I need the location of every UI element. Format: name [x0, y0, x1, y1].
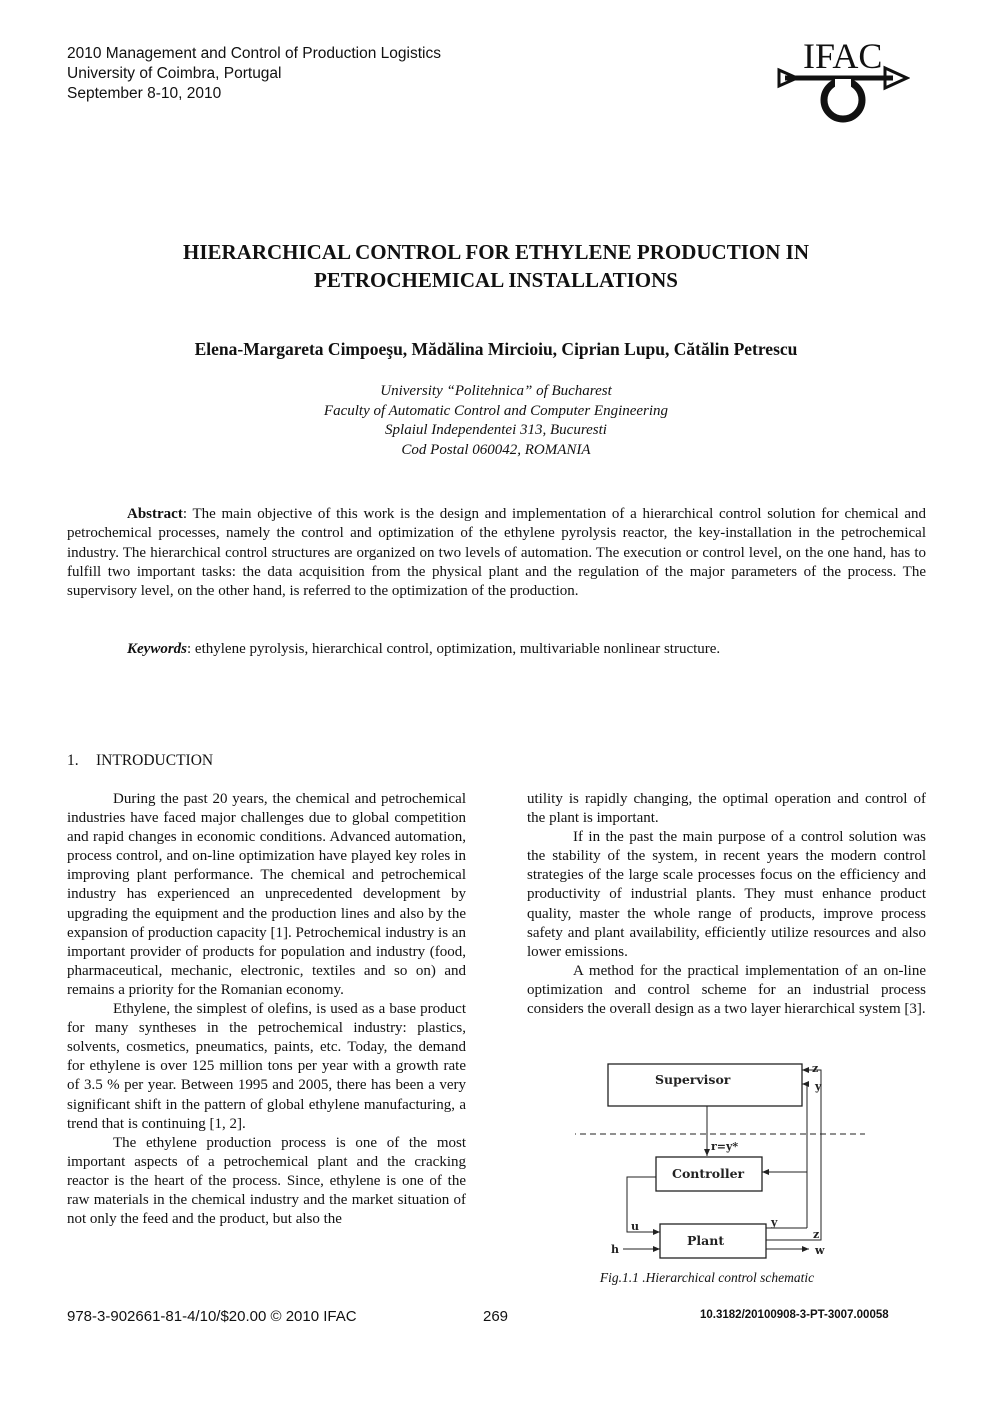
section-number: 1. — [67, 752, 79, 769]
signal-w: w — [815, 1244, 825, 1257]
conference-line: University of Coimbra, Portugal — [67, 65, 282, 82]
keywords — [67, 640, 926, 659]
figure-caption: Fig.1.1 .Hierarchical control schematic — [599, 1270, 815, 1285]
paragraph: A method for the practical implementation of an on-line optimization and control scheme for an industrial process considers the overall design as a two layer hierarchical system [3]. — [527, 962, 926, 1018]
abstract — [67, 505, 926, 601]
abstract-text: : The main objective of this work is the design and implementation of a hierarchical control solution for chemical and petrochemical processes, namely the control and optimization of the ethylene pyrolysis reactor, the key-installation in the petrochemical industry. The hierarchical control structures are organized on two levels of automation. The execution or control level, on the one hand, has to fulfill two important tasks: the data acquisition from the physical plant and the regulation of the major parameters of the process. The supervisory level, on the other hand, is referred to the optimization of the production. — [67, 506, 926, 600]
affiliation-line: Cod Postal 060042, ROMANIA — [401, 441, 591, 458]
keywords-label: Keywords — [127, 641, 187, 657]
ifac-logo — [775, 38, 910, 128]
affiliation-line: Splaiul Independentei 313, Bucuresti — [385, 422, 607, 438]
logo-text: IFAC — [803, 38, 883, 76]
title-line: PETROCHEMICAL INSTALLATIONS — [314, 268, 678, 292]
supervisor-label: Supervisor — [655, 1072, 731, 1087]
affiliation-line: University “Politehnica” of Bucharest — [380, 383, 612, 399]
signal-z: z — [813, 1228, 820, 1241]
signal-y-supervisor: y — [815, 1080, 822, 1093]
conference-info — [67, 44, 441, 104]
paragraph: If in the past the main purpose of a control solution was the stability of the system, in recent years the modern control strategies of the large scale processes focus on the efficiency and productivity of industrial plants. They must enhance product quality, master the whole range of products, improve process safety and plant availability, efficiently utilize resources and also lower emissions. — [527, 829, 926, 960]
paragraph: The ethylene production process is one of the most important aspects of a petrochemical plant and the cracking reactor is the heart of the process. Since, ethylene is one of the raw materials in the chemical industry and the market situation of not only the feed and the product, but also the — [67, 1134, 466, 1228]
footer-doi: 10.3182/20100908-3-PT-3007.00058 — [700, 1309, 889, 1321]
abstract-label: Abstract — [127, 506, 183, 522]
section-title: INTRODUCTION — [96, 752, 214, 769]
right-column — [527, 790, 926, 1019]
left-column — [67, 790, 466, 1229]
paragraph: During the past 20 years, the chemical and petrochemical industries have faced major challenges due to global competition and rapid changes in economic conditions. Advanced automation, process control, and on-line optimization have played key roles in improving plant performance. The chemical and petrochemical industry has experienced an unprecedented development by upgrading the equipment and the production lines and also by the expansion of production capacity [1]. Petrochemical industry is an important provider of products for population and industry (food, pharmaceutical, mechanic, electronic, textiles and so on) and remains a priority for the Romanian economy. — [67, 791, 466, 998]
hierarchical-control-diagram — [575, 1060, 875, 1260]
setpoint-label: r=y* — [711, 1140, 739, 1153]
paper-authors: Elena-Margareta Cimpoeşu, Mădălina Mircioiu, Ciprian Lupu, Cătălin Petrescu — [194, 339, 798, 359]
keywords-text: : ethylene pyrolysis, hierarchical control, optimization, multivariable nonlinear structure. — [187, 641, 721, 657]
signal-u: u — [631, 1220, 639, 1233]
plant-label: Plant — [687, 1233, 725, 1248]
affiliation — [60, 382, 932, 460]
conference-line: September 8-10, 2010 — [67, 85, 222, 102]
controller-label: Controller — [672, 1166, 745, 1181]
signal-h: h — [611, 1243, 619, 1256]
footer-isbn: 978-3-902661-81-4/10/$20.00 © 2010 IFAC — [67, 1308, 357, 1325]
affiliation-line: Faculty of Automatic Control and Computer Engineering — [323, 402, 669, 419]
paragraph: utility is rapidly changing, the optimal operation and control of the plant is important. — [527, 791, 926, 827]
signal-z-supervisor: z — [812, 1062, 819, 1075]
footer-page-number: 269 — [483, 1308, 509, 1325]
section-heading — [67, 752, 213, 770]
title-line: HIERARCHICAL CONTROL FOR ETHYLENE PRODUCTION IN — [182, 240, 809, 264]
conference-line: 2010 Management and Control of Production Logistics — [67, 45, 441, 62]
paper-title — [60, 238, 932, 294]
paragraph: Ethylene, the simplest of olefins, is used as a base product for many syntheses in the petrochemical industry: plastics, solvents, cosmetics, pneumatics, paints, etc. Today, the demand for ethylene is over 125 million tons per year with a growth rate of 3.5 % per year. Between 1995 and 2005, there has been a very significant shift in the pattern of global ethylene manufacturing, a trend that is continuing [1, 2]. — [67, 1001, 466, 1132]
signal-y: y — [771, 1216, 778, 1229]
